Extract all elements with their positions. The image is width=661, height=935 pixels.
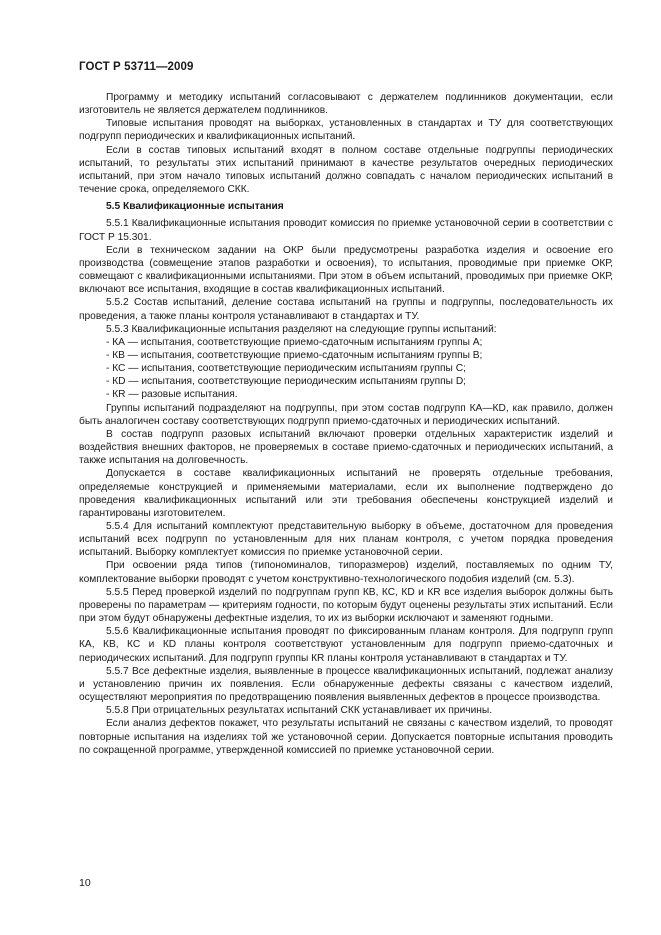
paragraph: Программу и методику испытаний согласовывают с держателем подлинников документации, если изготовитель не является держателем подлинников. [79, 92, 613, 117]
paragraph: 5.5.2 Состав испытаний, деление состава испытаний на группы и подгруппы, последовательность их проведения, а также планы контроля устанавливают в стандартах и ТУ. [79, 297, 613, 322]
paragraph: 5.5.1 Квалификационные испытания проводит комиссия по приемке установочной серии в соответствии с ГОСТ Р 15.301. [79, 218, 613, 243]
paragraph: Если в состав типовых испытаний входят в полном составе отдельные подгруппы периодических испытаний, то результаты этих испытаний принимают в качестве результатов очередных периодических испытаний, при этом начало типовых испытаний должно совпадать с началом периодических испытаний в течение срока, определяемого СКК. [79, 144, 613, 196]
page-number: 10 [79, 877, 91, 889]
document-body [79, 91, 613, 757]
paragraph: 5.5.7 Все дефектные изделия, выявленные в процессе квалификационных испытаний, подлежат анализу и установлению причин их появления. Если обнаруженные дефекты связаны с качеством изделий, осуществляют мероприятия по предотвращению появления выявленных дефектов в процессе производства. [79, 665, 613, 704]
paragraph: Если в техническом задании на ОКР были предусмотрены разработка изделия и освоение его производства (совмещение этапов разработки и освоения), то испытания, проводимые при приемке ОКР, совмещают с квалификационными испытаниями. При этом в объем испытаний, проводимых при приемке ОКР, включают все испытания, входящие в состав квалификационных испытаний. [79, 244, 613, 296]
paragraph: Группы испытаний подразделяют на подгруппы, при этом состав подгрупп КА—КD, как правило, должен быть аналогичен составу соответствующих подгрупп приемо-сдаточных и периодических испытаний. [79, 402, 613, 427]
paragraph: 5.5.3 Квалификационные испытания разделяют на следующие группы испытаний: [106, 323, 497, 335]
list-item: - КR — разовые испытания. [106, 389, 238, 401]
section-heading: 5.5 Квалификационные испытания [106, 201, 284, 213]
paragraph: В состав подгрупп разовых испытаний включают проверки отдельных характеристик изделий и воздействия внешних факторов, не проверяемых в составе приемо-сдаточных и периодических испытаний, а также испытания на долговечность. [79, 428, 613, 467]
list-item: - КD — испытания, соответствующие периодическим испытаниям группы D; [106, 376, 467, 388]
paragraph: При освоении ряда типов (типономиналов, типоразмеров) изделий, поставляемых по одним ТУ, комплектование выборки проводят с учетом конструктивно-технологического подобия изделий (см. 5.3). [79, 560, 613, 585]
paragraph: 5.5.6 Квалификационные испытания проводят по фиксированным планам контроля. Для подгрупп групп КА, КВ, КС и КD планы контроля соответствуют установленным для подгрупп приемо-сдаточных и периодических испытаний. Для подгрупп группы КR планы контроля устанавливают в стандартах и ТУ. [79, 626, 613, 664]
list-item: - КВ — испытания, соответствующие приемо-сдаточным испытаниям группы В; [106, 349, 483, 361]
paragraph: 5.5.4 Для испытаний комплектуют представительную выборку в объеме, достаточном для проведения испытаний всех подгрупп по установленным для них планам контроля, с учетом порядка проведения испытаний. Выборку комплектует комиссия по приемке установочной серии. [79, 521, 613, 559]
paragraph: 5.5.5 Перед проверкой изделий по подгруппам групп КВ, КС, КD и КR все изделия выборок должны быть проверены по параметрам — критериям годности, по которым будут оценены результаты этих испытаний. Если при этом будут обнаружены дефектные изделия, то их из выборки исключают и заменяют годными. [79, 586, 613, 625]
paragraph: Если анализ дефектов покажет, что результаты испытаний не связаны с качеством изделий, то проводят повторные испытания на изделиях той же установочной серии. Допускается повторные испытания проводить по сокращенной программе, утвержденной комиссией по приемке установочной серии. [79, 718, 613, 756]
list-item: - КА — испытания, соответствующие приемо-сдаточным испытаниям группы А; [106, 336, 483, 348]
paragraph: 5.5.8 При отрицательных результатах испытаний СКК устанавливает их причины. [106, 705, 493, 717]
paragraph: Допускается в составе квалификационных испытаний не проверять отдельные требования, определяемые конструкцией и применяемыми материалами, если их выполнение подтверждено до проведения квалификационных испытаний или эти требования обеспечены конструкцией изделий и гарантированы изготовителем. [79, 468, 613, 519]
paragraph: Типовые испытания проводят на выборках, установленных в стандартах и ТУ для соответствующих подгрупп периодических и квалификационных испытаний. [79, 118, 613, 143]
document-header: ГОСТ Р 53711—2009 [79, 61, 194, 73]
list-item: - КС — испытания, соответствующие периодическим испытаниям группы С; [106, 363, 466, 375]
